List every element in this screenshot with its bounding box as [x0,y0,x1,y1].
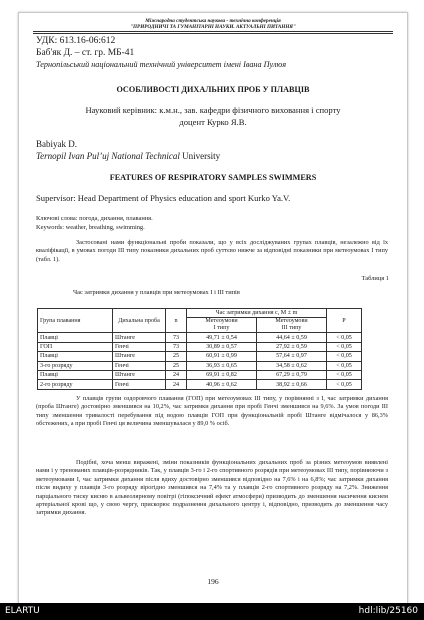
header-rule [33,33,393,34]
repository-footer-bar [0,603,424,620]
cell-test: Штанге [113,370,166,379]
cell-group: 3-го розряду [38,361,113,370]
repository-name: ELARTU [5,606,40,616]
header-time: Час затримки дихання с, M ± m [187,309,327,318]
affiliation-en-italic: Ternopil Ivan Pul’uj National Technical [36,151,180,161]
cell-n: 25 [166,352,187,361]
header-p: P [327,309,362,333]
conference-header-line2: "ПРИРОДНИЧІ ТА ГУМАНІТАРНІ НАУКИ. АКТУАЛЬНІ ПИТАННЯ" [130,24,296,30]
header-meteo-iii [257,318,327,333]
cell-test: Генчі [113,380,166,389]
table-number: Таблиця 1 [361,275,389,282]
cell-p: < 0,05 [327,361,362,370]
cell-meteo-iii: 38,92 ± 0,66 [257,380,327,389]
table-header-row [38,309,362,318]
cell-p: < 0,05 [327,342,362,351]
cell-group: Плавці [38,352,113,361]
cell-meteo-iii: 34,58 ± 0,62 [257,361,327,370]
header-meteo-iii-line1: Метеоумови [275,318,308,325]
title-en: FEATURES OF RESPIRATORY SAMPLES SWIMMERS [109,173,317,182]
affiliation-en-rest: University [179,151,221,161]
results-paragraph: У плавців групи оздоровчого плавання (ГОП) при метеоумовах ІІІ типу, у порівнянні з І, час затримки дихання (проба Штанге) достовірно зменшився на 10,2%, час затримки дихання при пробі Генчі зменшився на 9,6%. За умов погоди ІІІ типу зменшення тривалості перебування під водою плавців ГОП при функціональній пробі Штанге відмічалося у 86,3% обстежених, а при пробі Генчі ця величина зменшувалася у 89,0 % осіб. [36,395,388,428]
cell-meteo-i: 49,71 ± 0,54 [187,333,257,342]
cell-meteo-i: 36,93 ± 0,65 [187,361,257,370]
cell-p: < 0,05 [327,370,362,379]
affiliation-ua: Тернопільський національний технічний університет імені Івана Пулюя [36,60,287,69]
affiliation-en [36,151,220,161]
cell-meteo-iii: 27,92 ± 0,59 [257,342,327,351]
header-test [113,309,166,333]
table-row [38,333,362,342]
header-meteo-i-line2: І типу [213,325,230,332]
table-row [38,380,362,389]
page-number: 196 [207,577,219,586]
cell-group: 2-го розряду [38,380,113,389]
cell-meteo-i: 60,91 ± 0,99 [187,352,257,361]
cell-group: Плавці [38,333,113,342]
cell-p: < 0,05 [327,333,362,342]
keywords-ua: Ключові слова: погода, дихання, плавання. [36,215,153,222]
header-test-label: Дихальна проба [118,317,160,324]
header-meteo-i-line1: Метеоумови [205,318,238,325]
table-caption: Час затримки дихання у плавців при метеоумовах І і ІІІ типів [73,289,240,296]
header-meteo-i [187,318,257,333]
cell-n: 25 [166,361,187,370]
cell-test: Генчі [113,342,166,351]
cell-n: 24 [166,380,187,389]
cell-test: Штанге [113,333,166,342]
document-page [18,12,408,604]
cell-meteo-i: 69,91 ± 0,82 [187,370,257,379]
cell-meteo-iii: 44,64 ± 0,59 [257,333,327,342]
cell-test: Генчі [113,361,166,370]
results-table [37,308,362,390]
header-n: n [166,309,187,333]
author-ua: Баб'як Д. – ст. гр. МБ-41 [36,48,135,58]
udc-code: УДК: 613.16-06:612 [36,36,116,46]
cell-group: Плавці [38,370,113,379]
cell-meteo-iii: 57,64 ± 0,97 [257,352,327,361]
table-row [38,370,362,379]
cell-meteo-iii: 67,29 ± 0,79 [257,370,327,379]
keywords-en: Keywords: weather, breathing, swimming. [36,224,145,231]
cell-group: ГОП [38,342,113,351]
header-meteo-iii-line2: ІІІ типу [281,325,302,332]
cell-n: 24 [166,370,187,379]
cell-meteo-i: 30,89 ± 0,57 [187,342,257,351]
header-group: Група плавання [38,309,113,333]
cell-n: 73 [166,342,187,351]
table-row [38,352,362,361]
cell-meteo-i: 40,96 ± 0,62 [187,380,257,389]
supervisor-en: Supervisor: Head Department of Physics education and sport Kurko Ya.V. [36,193,291,203]
supervisor-ua-line1: Науковий керівник: к.м.н., зав. кафедри фізичного виховання і спорту [85,105,341,115]
supervisor-ua-line2: доцент Курко Я.В. [179,117,247,127]
conference-header-line1: Міжнародна студентська наукова - технічна конференція [145,18,281,24]
table-row [38,361,362,370]
cell-p: < 0,05 [327,380,362,389]
author-en: Babiyak D. [36,139,77,149]
cell-p: < 0,05 [327,352,362,361]
cell-n: 73 [166,333,187,342]
intro-paragraph: Застосовані нами функціональні проби показали, що у всіх досліджуваних групах плавців, незалежно від їх кваліфікації, в умовах погоди ІІІ типу показники дихальних проб суттєво нижче за відповідні показники при метеоумовах І типу (табл. 1). [36,239,388,263]
cell-test: Штанге [113,352,166,361]
title-ua: ОСОБЛИВОСТІ ДИХАЛЬНИХ ПРОБ У ПЛАВЦІВ [116,85,310,94]
discussion-paragraph: Подібні, хоча менш виражені, зміни показників функціональних дихальних проб за різних метеоумов виявлені нами і у тренованих плавців-розрядників. Так, у плавців 3-го і 2-го спортивного розрядів при метеоумовах ІІІ типу, порівнюючи з метеоумовами І, час затримки дихання після вдиху достовірно зменшився відповідно на 7,6% і на 6,8%; час затримки дихання після видиху у плавців 3-го розряду вірогідно зменшився на 7,4% та у плавців 2-го спортивного розряду на 7,2%. Зниження парціального тиску кисню в альвеолярному повітрі (гіпоксичний ефект атмосфери) призводить до зменшення насичення киснем артеріальної крові що, у свою чергу, прискорює подразнення дихального центру і, відповідно, призводить до зменшення часу затримки дихання. [36,459,388,517]
handle-link[interactable]: hdl:lib/25160 [358,606,418,616]
table-row [38,342,362,351]
